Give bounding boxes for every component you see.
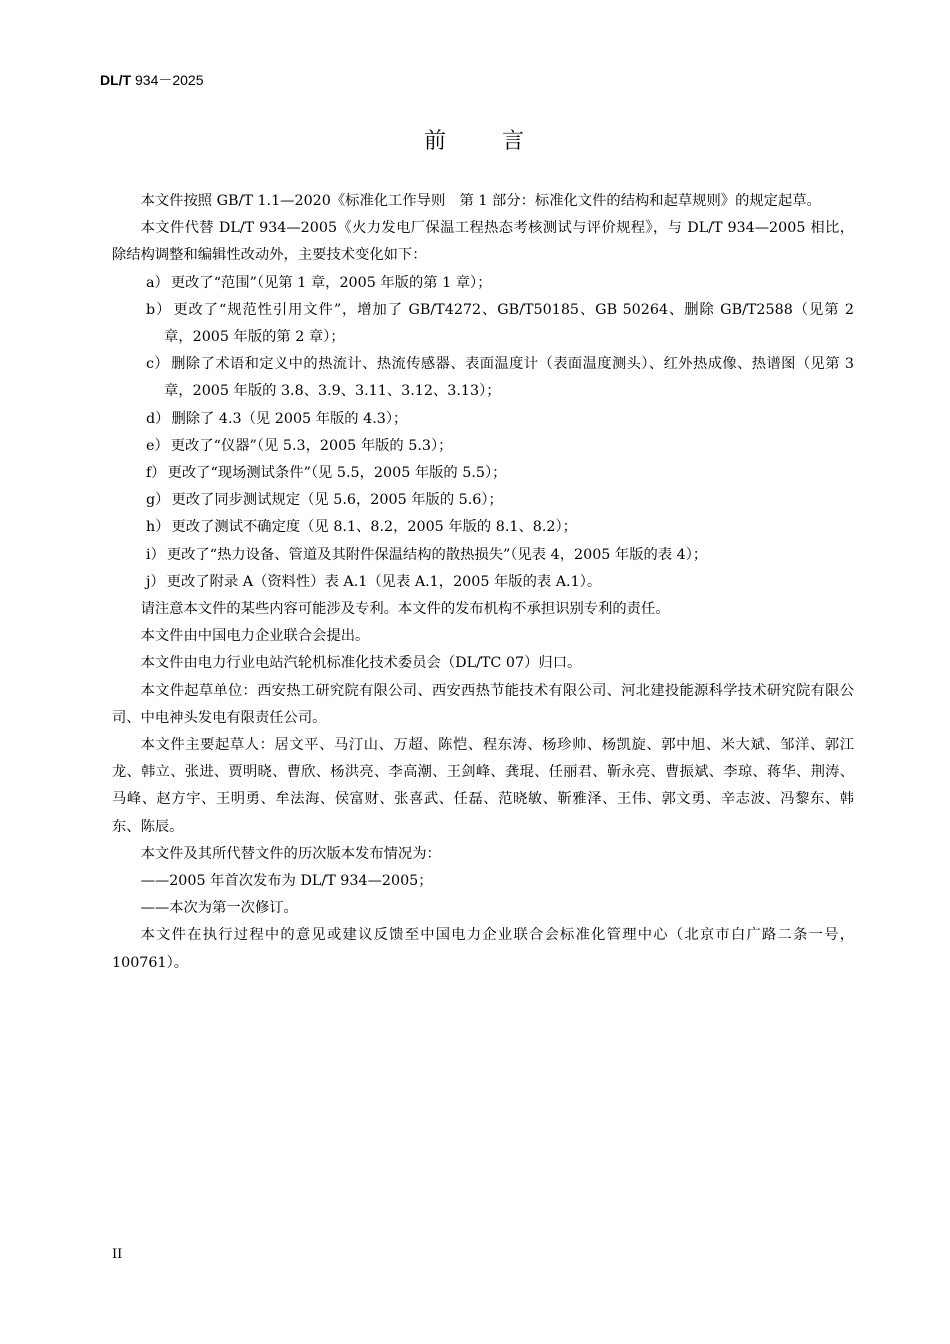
paragraph-proposer: 本文件由中国电力企业联合会提出。 (140, 628, 370, 645)
change-item-g (112, 487, 854, 514)
document-code-prefix: DL/T (100, 72, 132, 88)
change-text: 更改了同步测试规定（见 5.6，2005 年版的 5.6）； (171, 492, 503, 509)
change-text: 删除了术语和定义中的热流计、热流传感器、表面温度计（表面温度测头）、红外热成像、热谱图（见第 3 章，2005 年版的 3.8、3.9、3.11、3.12、3.13）； (164, 356, 854, 400)
change-item-e (112, 433, 854, 460)
change-text: 更改了附录 A（资料性）表 A.1（见表 A.1，2005 年版的表 A.1）。 (166, 573, 602, 590)
page-number: II (112, 1247, 123, 1262)
change-item-f (112, 460, 854, 487)
document-code (100, 70, 204, 90)
paragraph-committee: 本文件由电力行业电站汽轮机标准化技术委员会（DL/TC 07）归口。 (140, 655, 582, 672)
paragraph-history-first: ——2005 年首次发布为 DL/T 934—2005； (140, 873, 433, 890)
document-code-number: 934－2025 (135, 72, 204, 88)
change-item-d (112, 406, 854, 433)
paragraph-replacement: 本文件代替 DL/T 934—2005《火力发电厂保温工程热态考核测试与评价规程》，与 DL/T 934—2005 相比，除结构调整和编辑性改动外，主要技术变化如下： (112, 220, 854, 264)
change-marker: b） (146, 301, 172, 318)
change-text: 删除了 4.3（见 2005 年版的 4.3）； (171, 410, 408, 427)
change-marker: h） (146, 519, 170, 536)
page-title-part2: 言 (502, 129, 527, 154)
change-text: 更改了“规范性引用文件”，增加了 GB/T4272、GB/T50185、GB 50264、删除 GB/T2588（见第 2 章，2005 年版的第 2 章）； (164, 301, 854, 346)
change-item-j (112, 569, 854, 596)
paragraph-drafting-rules: 本文件按照 GB/T 1.1—2020《标准化工作导则 第 1 部分：标准化文件的结构和起草规则》的规定起草。 (140, 193, 821, 209)
document-body (112, 188, 854, 977)
change-item-i (112, 542, 854, 569)
change-marker: j） (146, 573, 165, 590)
paragraph-drafters: 本文件主要起草人：居文平、马汀山、万超、陈恺、程东涛、杨珍帅、杨凯旋、郭中旭、米大斌、邹洋、郭江龙、韩立、张进、贾明晓、曹欣、杨洪亮、李高潮、王剑峰、龚琨、任丽君、靳永亮、曹振斌、李琼、蒋华、荆涛、马峰、赵方宇、王明勇、牟法海、侯富财、张喜武、任磊、范晓敏、靳雅泽、王伟、郭文勇、辛志波、冯黎东、韩东、陈辰。 (112, 737, 854, 835)
change-item-b (112, 297, 854, 351)
change-text: 更改了“仪器”（见 5.3，2005 年版的 5.3）； (170, 437, 453, 454)
change-item-c (112, 351, 854, 405)
change-text: 更改了“现场测试条件”（见 5.5，2005 年版的 5.5）； (167, 465, 507, 482)
change-item-h (112, 514, 854, 541)
paragraph-history-intro: 本文件及其所代替文件的历次版本发布情况为： (140, 845, 441, 862)
change-marker: a） (146, 274, 169, 291)
change-marker: c） (146, 356, 170, 373)
paragraph-feedback: 本文件在执行过程中的意见或建议反馈至中国电力企业联合会标准化管理中心（北京市白广路二条一号，100761）。 (112, 927, 854, 971)
change-marker: g） (146, 492, 170, 509)
page-title (0, 124, 950, 155)
paragraph-history-revision: ——本次为第一次修订。 (140, 900, 298, 917)
change-text: 更改了“热力设备、管道及其附件保温结构的散热损失”（见表 4，2005 年版的表 4）； (166, 546, 708, 563)
paragraph-drafting-units: 本文件起草单位：西安热工研究院有限公司、西安西热节能技术有限公司、河北建投能源科学技术研究院有限公司、中电神头发电有限责任公司。 (112, 682, 854, 726)
change-marker: i） (146, 546, 165, 563)
change-marker: f） (146, 465, 166, 482)
paragraph-patent-notice: 请注意本文件的某些内容可能涉及专利。本文件的发布机构不承担识别专利的责任。 (140, 601, 670, 618)
page-title-part1: 前 (423, 129, 448, 154)
change-text: 更改了测试不确定度（见 8.1、8.2，2005 年版的 8.1、8.2）； (171, 519, 577, 536)
change-item-a (112, 270, 854, 297)
change-marker: d） (146, 410, 170, 427)
change-text: 更改了“范围”（见第 1 章，2005 年版的第 1 章）； (170, 274, 492, 291)
change-marker: e） (146, 437, 169, 454)
